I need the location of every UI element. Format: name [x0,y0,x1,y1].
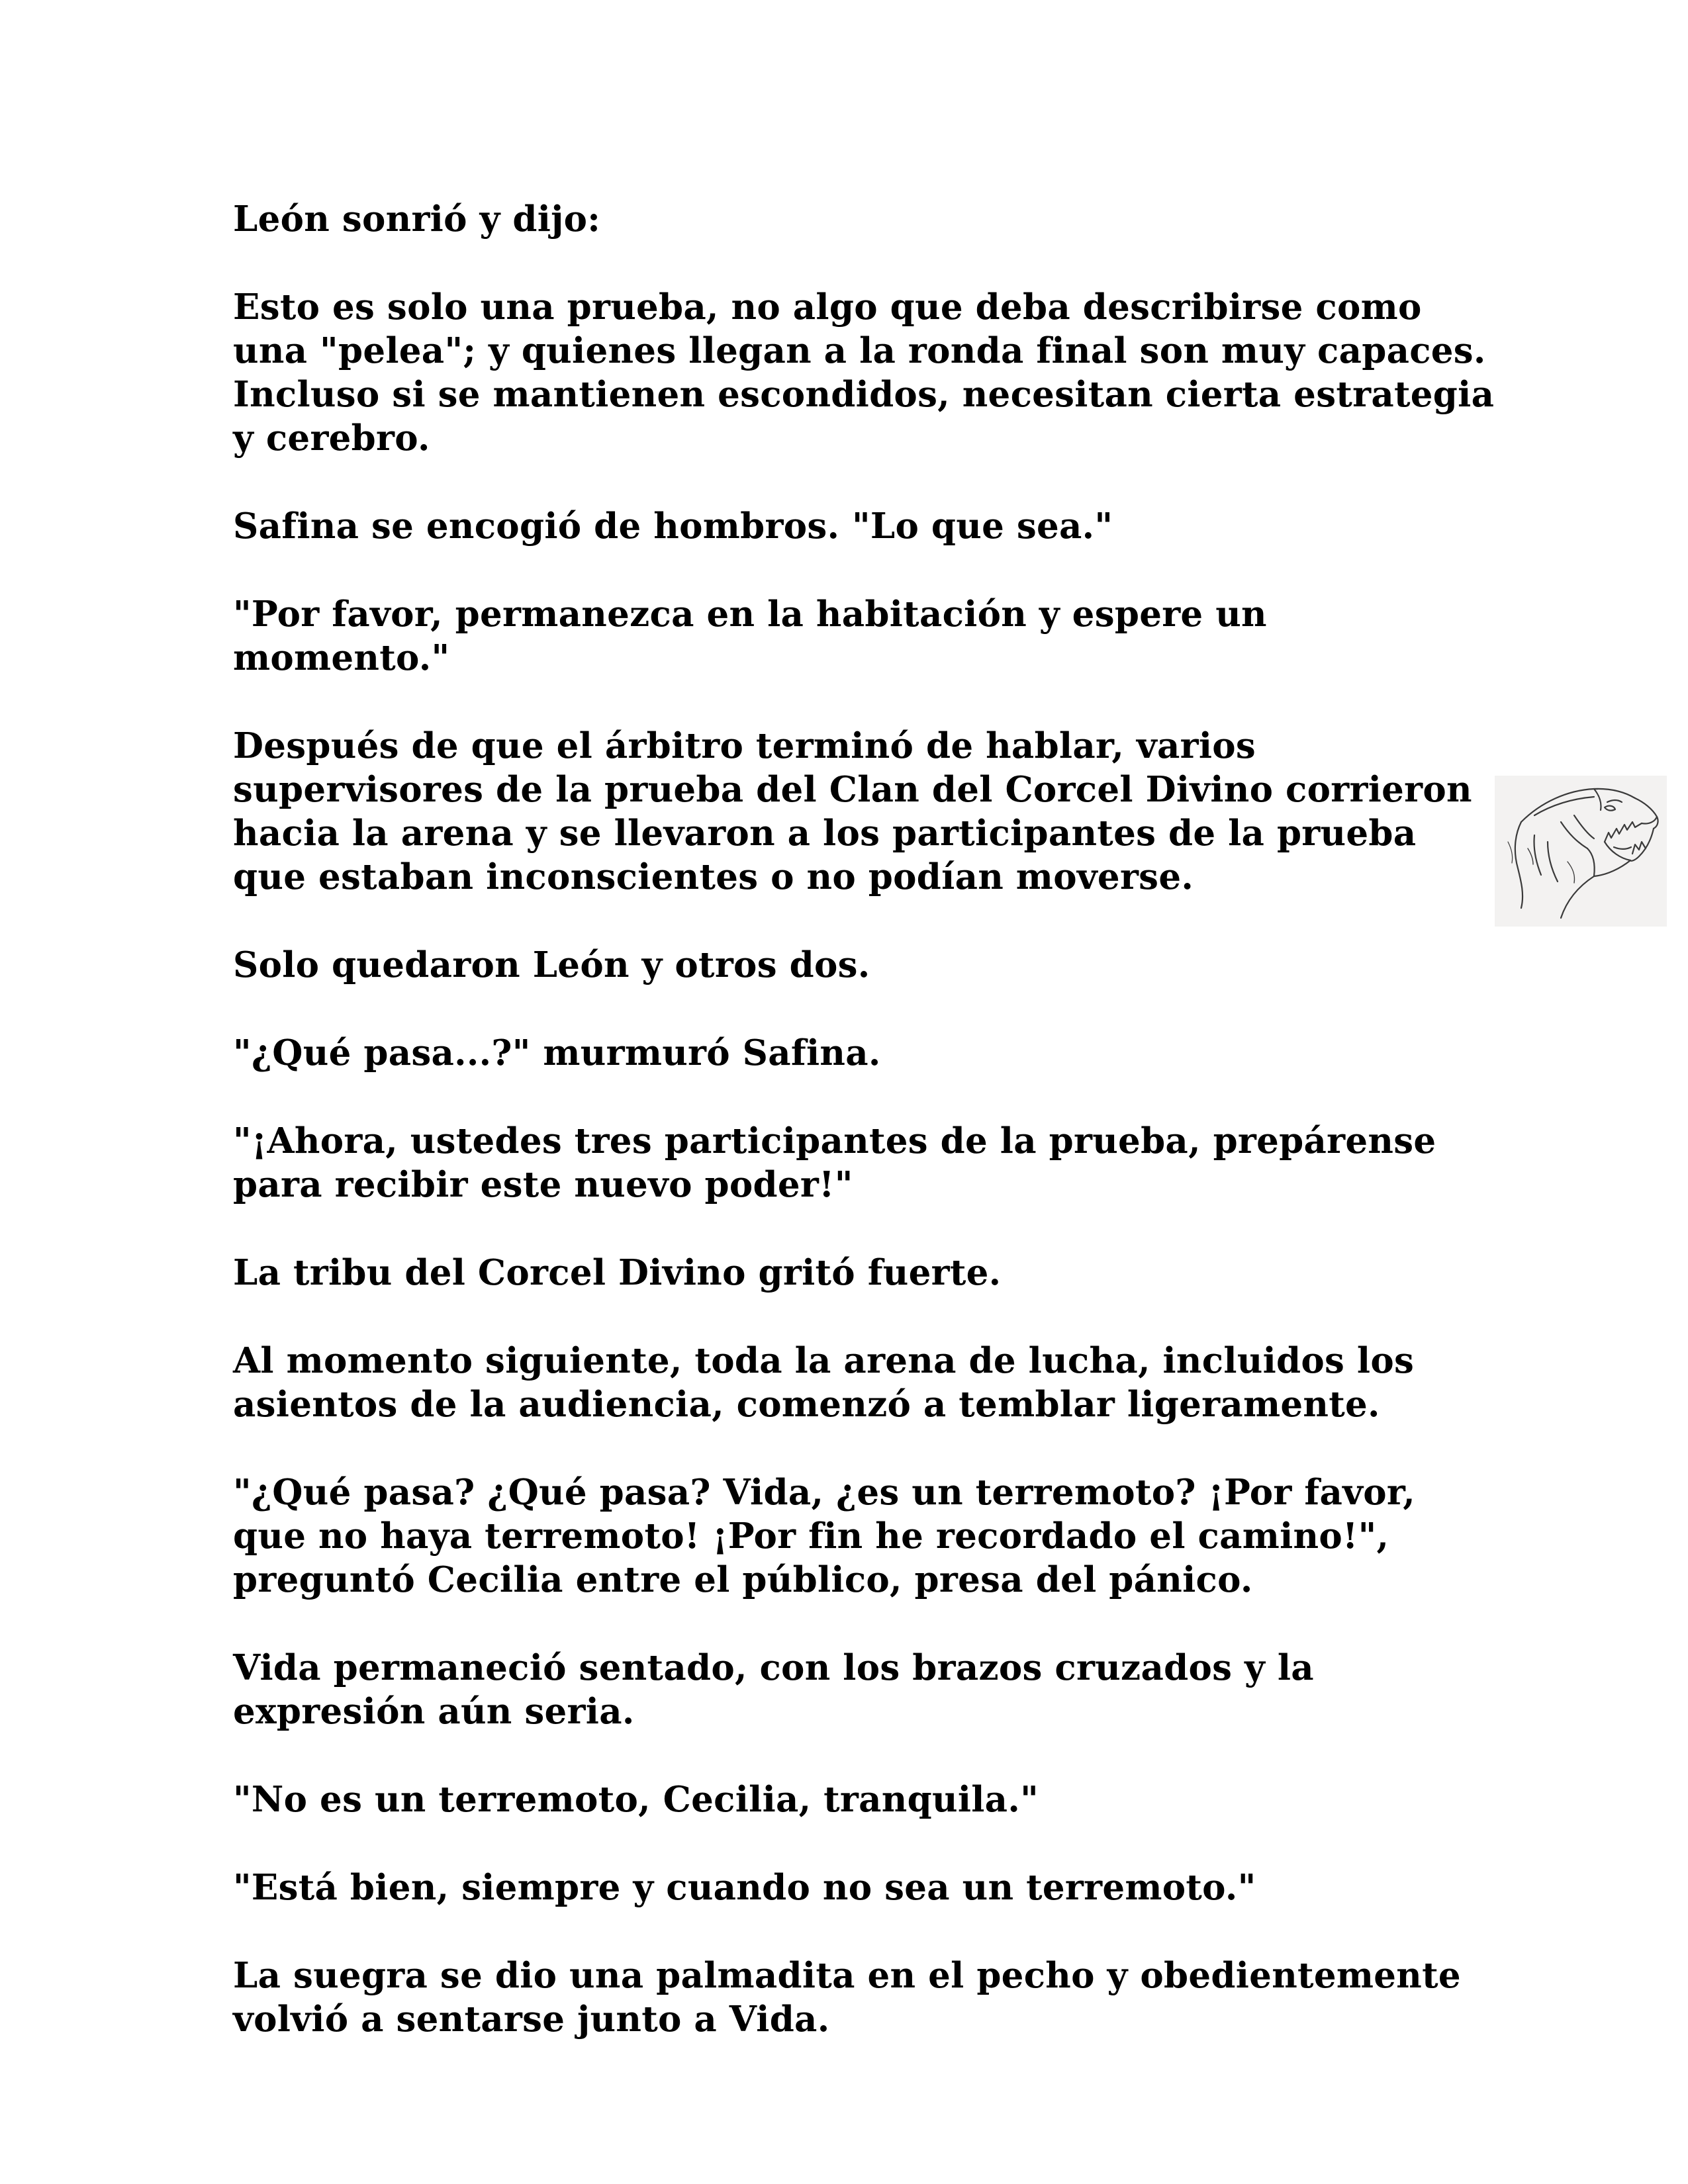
text-line: "Por favor, permanezca en la habitación y espere un [233,594,1267,635]
paragraph [233,592,1464,680]
dinosaur-head-sketch-icon [1495,776,1667,927]
paragraph [233,724,1472,899]
text-line: Solo quedaron León y otros dos. [233,944,870,985]
text-line: "No es un terremoto, Cecilia, tranquila." [233,1779,1039,1820]
text-line: una "pelea"; y quienes llegan a la ronda final son muy capaces. [233,330,1486,371]
body-text [233,197,1495,2085]
text-line: para recibir este nuevo poder!" [233,1164,853,1205]
text-line: y cerebro. [233,418,430,459]
paragraph [233,504,1464,548]
paragraph [233,1646,1464,1733]
paragraph [233,197,1464,241]
text-line: Esto es solo una prueba, no algo que deba describirse como [233,287,1422,328]
paragraph [233,1031,1464,1075]
paragraph [233,1778,1464,1821]
paragraph [233,1866,1464,1909]
text-line: Al momento siguiente, toda la arena de lucha, incluidos los [233,1340,1415,1381]
text-line: La tribu del Corcel Divino gritó fuerte. [233,1252,1002,1293]
text-line: hacia la arena y se llevaron a los participantes de la prueba [233,813,1417,854]
text-line: Safina se encogió de hombros. "Lo que sea." [233,506,1113,547]
text-line: volvió a sentarse junto a Vida. [233,1999,830,2040]
paragraph [233,943,1464,987]
text-line: "¿Qué pasa? ¿Qué pasa? Vida, ¿es un terremoto? ¡Por favor, [233,1472,1416,1513]
text-line: expresión aún seria. [233,1691,635,1732]
text-line: Incluso si se mantienen escondidos, necesitan cierta estrategia [233,374,1495,415]
text-line: que no haya terremoto! ¡Por fin he recordado el camino!", [233,1516,1389,1557]
text-line: Después de que el árbitro terminó de hablar, varios [233,725,1256,766]
text-line: momento." [233,637,450,678]
text-line: La suegra se dio una palmadita en el pecho y obedientemente [233,1955,1461,1996]
paragraph [233,1251,1464,1295]
text-line: "Está bien, siempre y cuando no sea un terremoto." [233,1867,1256,1908]
paragraph [233,1471,1464,1602]
paragraph [233,1339,1464,1426]
text-line: "¿Qué pasa...?" murmuró Safina. [233,1032,881,1073]
text-line: León sonrió y dijo: [233,199,601,240]
text-line: Vida permaneció sentado, con los brazos cruzados y la [233,1647,1314,1688]
text-line: asientos de la audiencia, comenzó a temblar ligeramente. [233,1384,1380,1425]
paragraph [233,285,1495,460]
text-line: preguntó Cecilia entre el público, presa del pánico. [233,1559,1253,1600]
paragraph [233,1119,1464,1206]
text-line: "¡Ahora, ustedes tres participantes de la prueba, prepárense [233,1120,1436,1161]
text-line: supervisores de la prueba del Clan del Corcel Divino corrieron [233,769,1472,810]
paragraph [233,1954,1464,2041]
text-line: que estaban inconscientes o no podían moverse. [233,856,1194,897]
